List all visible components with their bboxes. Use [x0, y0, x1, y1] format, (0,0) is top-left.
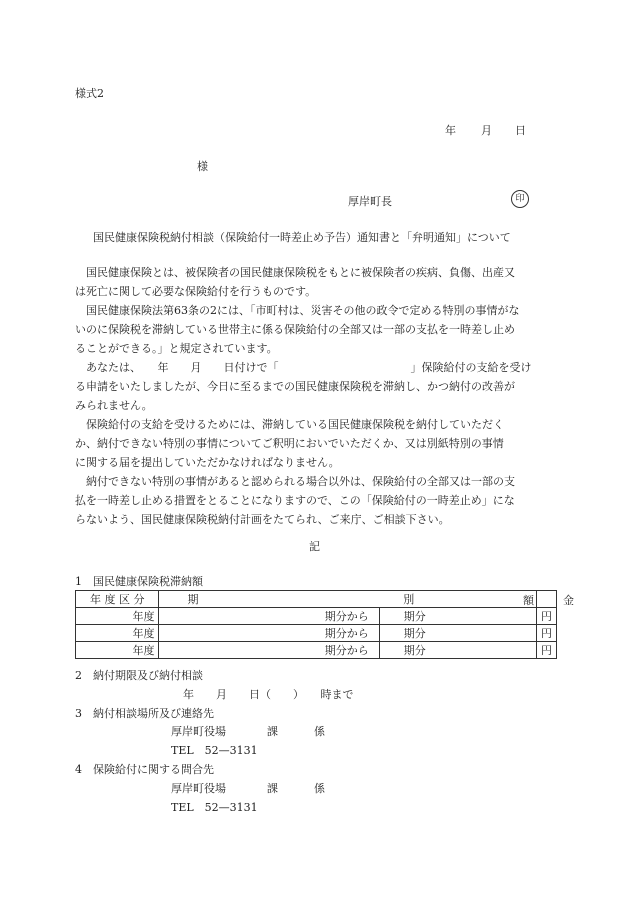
- header-amount: [523, 591, 574, 608]
- section1-heading: 1 国民健康保険税滞納額: [75, 575, 203, 588]
- consultation-kakari: 係: [314, 725, 325, 738]
- body-line: 国民健康保険とは、被保険者の国民健康保険税をもとに被保険者の疾病、負傷、出産又: [86, 266, 515, 279]
- body-line: ることができる。」と規定されています。: [75, 342, 278, 355]
- subject-title: 国民健康保険税納付相談（保険給付一時差止め予告）通知書と「弁明通知」について: [93, 231, 511, 244]
- addressee-suffix: 様: [197, 160, 208, 173]
- body-line: は死亡に関して必要な保険給付を行うものです。: [75, 285, 317, 298]
- cell-period-from: 期分から: [159, 625, 379, 642]
- consultation-tel: TEL 52—3131: [171, 744, 258, 757]
- body-line: る申請をいたしましたが、今日に至るまでの国民健康保険税を滞納し、かつ納付の改善が: [75, 380, 515, 393]
- cell-yen: 円: [537, 608, 557, 625]
- cell-yen: 円: [537, 625, 557, 642]
- body-line: に関する届を提出していただかなければなりません。: [75, 456, 340, 469]
- cell-year: 年度: [76, 625, 159, 642]
- section2-heading: 2 納付期限及び納付相談: [75, 669, 203, 682]
- body-line: あなたは、 年 月 日付けで「 」保険給付の支給を受け: [86, 361, 532, 374]
- table-header-row: [76, 591, 557, 608]
- table-row: [76, 642, 557, 659]
- header-kin: 金: [563, 594, 574, 607]
- cell-period-from: 期分から: [159, 642, 379, 659]
- ki-marker: 記: [309, 540, 320, 553]
- cell-period-to: 期分: [379, 625, 536, 642]
- cell-year: 年度: [76, 608, 159, 625]
- table-row: [76, 608, 557, 625]
- inquiry-place: 厚岸町役場: [171, 782, 226, 795]
- body-line: 払を一時差し止める措置をとることになりますので、この「保険給付の一時差止め」にな: [75, 494, 515, 507]
- header-year-category: 年 度 区 分: [76, 591, 159, 608]
- header-betsu: 別: [379, 591, 536, 608]
- body-line: いのに保険税を滞納している世帯主に係る保険給付の全部又は一部の支払を一時差し止め: [75, 323, 515, 336]
- cell-year: 年度: [76, 642, 159, 659]
- table-row: [76, 625, 557, 642]
- inquiry-tel: TEL 52—3131: [171, 801, 258, 814]
- section4-heading: 4 保険給付に関する問合先: [75, 763, 214, 776]
- body-line: 納付できない特別の事情があると認められる場合以外は、保険給付の全部又は一部の支: [86, 475, 515, 488]
- header-ki: 期: [159, 591, 379, 608]
- sender-title: 厚岸町長: [348, 195, 392, 208]
- deadline-line: 年 月 日（ ） 時まで: [183, 688, 354, 701]
- section3-heading: 3 納付相談場所及び連絡先: [75, 707, 214, 720]
- cell-period-to: 期分: [379, 608, 536, 625]
- consultation-ka: 課: [267, 725, 278, 738]
- form-label: 様式2: [75, 87, 104, 100]
- inquiry-kakari: 係: [314, 782, 325, 795]
- arrears-table: [75, 590, 574, 659]
- cell-period-from: 期分から: [159, 608, 379, 625]
- consultation-place: 厚岸町役場: [171, 725, 226, 738]
- body-line: みられません。: [75, 399, 153, 412]
- seal-mark: 印: [511, 190, 529, 208]
- header-gaku: 額: [523, 594, 534, 607]
- cell-yen: 円: [537, 642, 557, 659]
- date-month: 月: [481, 124, 492, 137]
- body-line: 国民健康保険法第63条の2には、「市町村は、災害その他の政令で定める特別の事情がな: [86, 304, 520, 317]
- body-line: 保険給付の支給を受けるためには、滞納している国民健康保険税を納付していただく: [86, 418, 504, 431]
- inquiry-ka: 課: [267, 782, 278, 795]
- cell-period-to: 期分: [379, 642, 536, 659]
- notice-body: [75, 263, 557, 529]
- date-day: 日: [515, 124, 526, 137]
- body-line: か、納付できない特別の事情についてご釈明においでいただくか、又は別紙特別の事情: [75, 437, 504, 450]
- date-year: 年: [445, 124, 456, 137]
- body-line: らないよう、国民健康保険税納付計画をたてられ、ご来庁、ご相談下さい。: [75, 513, 450, 526]
